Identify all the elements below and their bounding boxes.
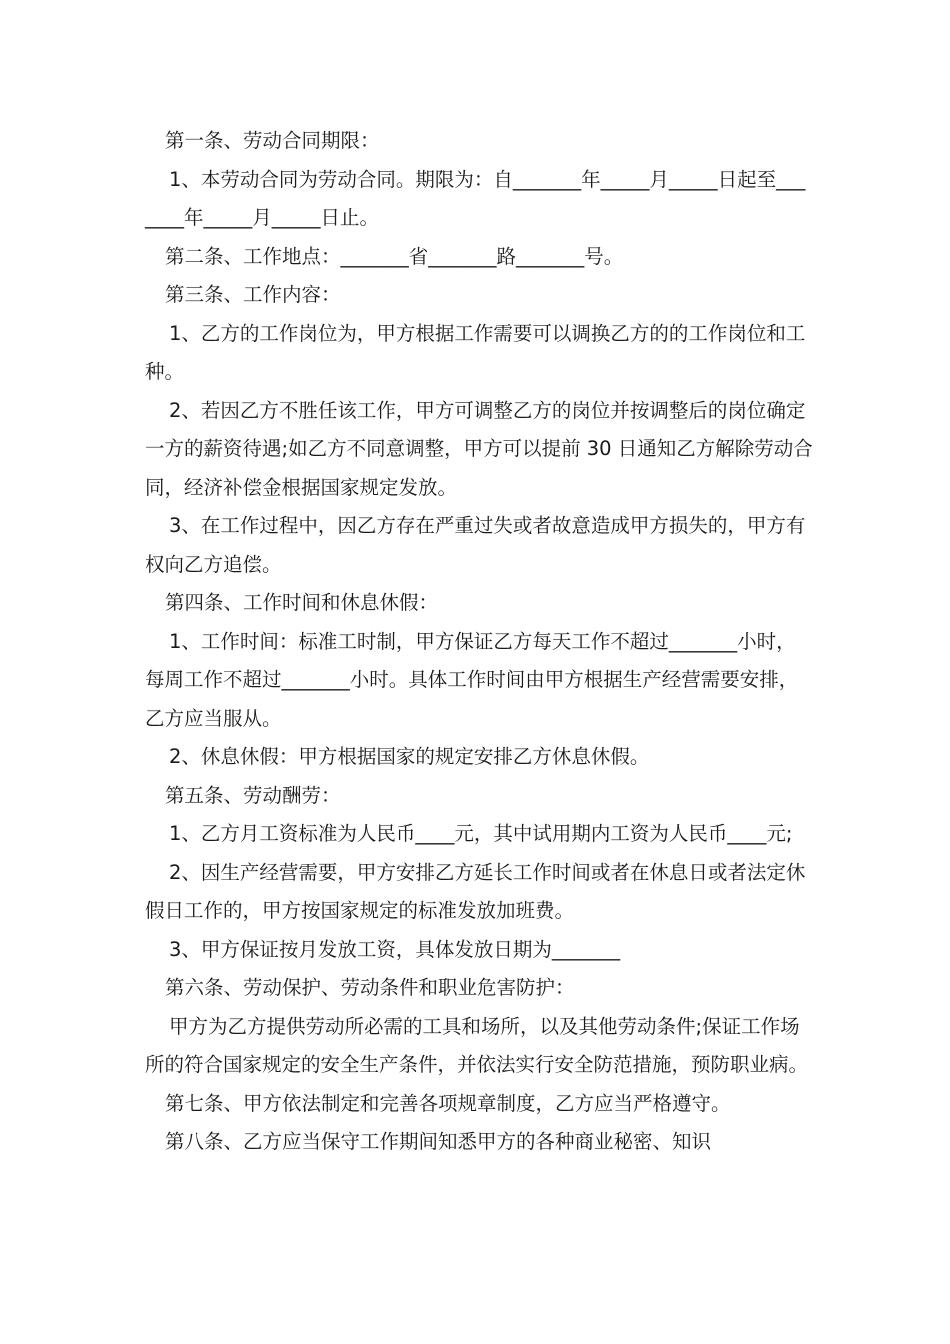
article-2-heading: 第二条、工作地点：_______省_______路_______号。 bbox=[165, 244, 624, 268]
document-body bbox=[145, 122, 815, 1162]
article-1-heading: 第一条、劳动合同期限： bbox=[165, 129, 380, 152]
article-5-clause-2: 2、因生产经营需要，甲方安排乙方延长工作时间或者在休息日或者法定休假日工作的，甲方按国家规定的标准发放加班费。 bbox=[145, 860, 806, 922]
article-3-clause-3: 3、在工作过程中，因乙方存在严重过失或者故意造成甲方损失的，甲方有权向乙方追偿。 bbox=[145, 514, 806, 576]
article-3-clause-2: 2、若因乙方不胜任该工作，甲方可调整乙方的岗位并按调整后的岗位确定一方的薪资待遇;如乙方不同意调整，甲方可以提前 30 日通知乙方解除劳动合同，经济补偿金根据国家规定发放。 bbox=[145, 398, 813, 499]
article-5-clause-1: 1、乙方月工资标准为人民币____元，其中试用期内工资为人民币____元; bbox=[169, 822, 793, 845]
article-4-heading: 第四条、工作时间和休息休假： bbox=[165, 591, 439, 614]
article-7: 第七条、甲方依法制定和完善各项规章制度，乙方应当严格遵守。 bbox=[165, 1091, 731, 1115]
article-6-body: 甲方为乙方提供劳动所必需的工具和场所，以及其他劳动条件;保证工作场所的符合国家规定的安全生产条件，并依法实行安全防范措施，预防职业病。 bbox=[145, 1014, 809, 1076]
article-3-heading: 第三条、工作内容： bbox=[165, 283, 341, 306]
article-5-heading: 第五条、劳动酬劳： bbox=[165, 783, 341, 807]
article-1-clause-1: 1、本劳动合同为劳动合同。期限为：自_______年_____月_____日起至_______年_____月_____日止。 bbox=[145, 167, 806, 229]
article-8: 第八条、乙方应当保守工作期间知悉甲方的各种商业秘密、知识 bbox=[165, 1130, 712, 1153]
article-3-clause-1: 1、乙方的工作岗位为，甲方根据工作需要可以调换乙方的的工作岗位和工种。 bbox=[145, 321, 806, 383]
article-5-clause-3: 3、甲方保证按月发放工资，具体发放日期为_______ bbox=[169, 937, 621, 961]
article-4-clause-2: 2、休息休假：甲方根据国家的规定安排乙方休息休假。 bbox=[169, 745, 650, 768]
article-4-clause-1: 1、工作时间：标准工时制，甲方保证乙方每天工作不超过_______小时，每周工作不超过_______小时。具体工作时间由甲方根据生产经营需要安排，乙方应当服从。 bbox=[145, 629, 799, 730]
article-6-heading: 第六条、劳动保护、劳动条件和职业危害防护： bbox=[165, 976, 575, 999]
